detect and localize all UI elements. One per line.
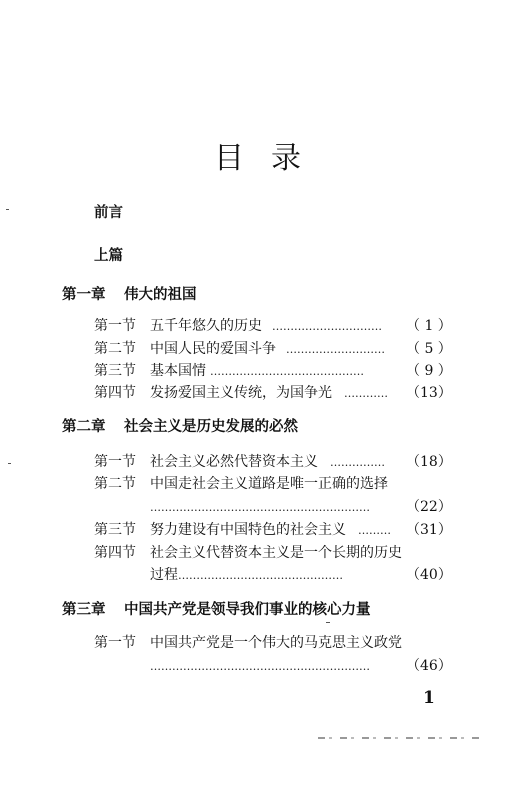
section-number: 第四节 (94, 545, 136, 561)
section-title: 五千年悠久的历史 (150, 318, 262, 334)
section-number: 第一节 (94, 635, 136, 651)
section-number: 第二节 (94, 476, 136, 492)
page-ref: （ 1 ） (406, 318, 452, 334)
section-title: 努力建设有中国特色的社会主义 (150, 522, 346, 538)
section-number: 第二节 (94, 341, 136, 357)
section-number: 第三节 (94, 522, 136, 538)
section-number: 第四节 (94, 385, 136, 401)
leader-dots: …………………………………… (210, 365, 364, 378)
toc-title-char-2: 录 (271, 141, 301, 176)
leader-dots: ……………………………………… (178, 569, 343, 582)
page-ref: （40） (406, 567, 452, 583)
leader-dots: ……… (358, 524, 391, 537)
chapter-label: 第二章 (62, 419, 106, 435)
page-ref: （22） (406, 499, 452, 515)
section-title: 发扬爱国主义传统，为国争光 (150, 385, 332, 401)
section-title-continued: 过程 (150, 567, 178, 583)
scan-speck (6, 209, 9, 210)
page-ref: （ 9 ） (406, 363, 452, 379)
chapter-title: 中国共产党是领导我们事业的核心力量 (124, 602, 371, 618)
section-title: 基本国情 (150, 363, 206, 379)
section-number: 第一节 (94, 318, 136, 334)
section-number: 第三节 (94, 363, 136, 379)
chapter-title: 社会主义是历史发展的必然 (124, 419, 298, 435)
chapter-label: 第三章 (62, 602, 106, 618)
leader-dots: ………… (344, 387, 388, 400)
section-title: 中国共产党是一个伟大的马克思主义政党 (150, 635, 402, 651)
scan-speck (8, 463, 11, 464)
section-title: 社会主义必然代替资本主义 (150, 454, 318, 470)
leader-dots: ……………………… (286, 343, 385, 356)
chapter-title: 伟大的祖国 (124, 287, 197, 303)
page-ref: （13） (406, 385, 452, 401)
leader-dots: …………………………………………………… (150, 660, 370, 673)
page-ref: （46） (406, 658, 452, 674)
chapter-label: 第一章 (62, 287, 106, 303)
section-number: 第一节 (94, 454, 136, 470)
page-ref: （31） (406, 522, 452, 538)
preface-heading: 前言 (94, 205, 123, 221)
scan-speck (326, 622, 330, 623)
part-heading: 上篇 (94, 248, 123, 264)
page-ref: （ 5 ） (406, 341, 452, 357)
page-number: 1 (423, 688, 435, 708)
leader-dots: …………… (330, 456, 385, 469)
leader-dots: ………………………… (272, 320, 382, 333)
section-title: 中国人民的爱国斗争 (150, 341, 276, 357)
toc-title-char-1: 目 (214, 141, 244, 176)
section-title: 中国走社会主义道路是唯一正确的选择 (150, 476, 388, 492)
section-title: 社会主义代替资本主义是一个长期的历史 (150, 545, 402, 561)
page-ref: （18） (406, 454, 452, 470)
scan-noise (318, 737, 480, 739)
leader-dots: …………………………………………………… (150, 501, 370, 514)
